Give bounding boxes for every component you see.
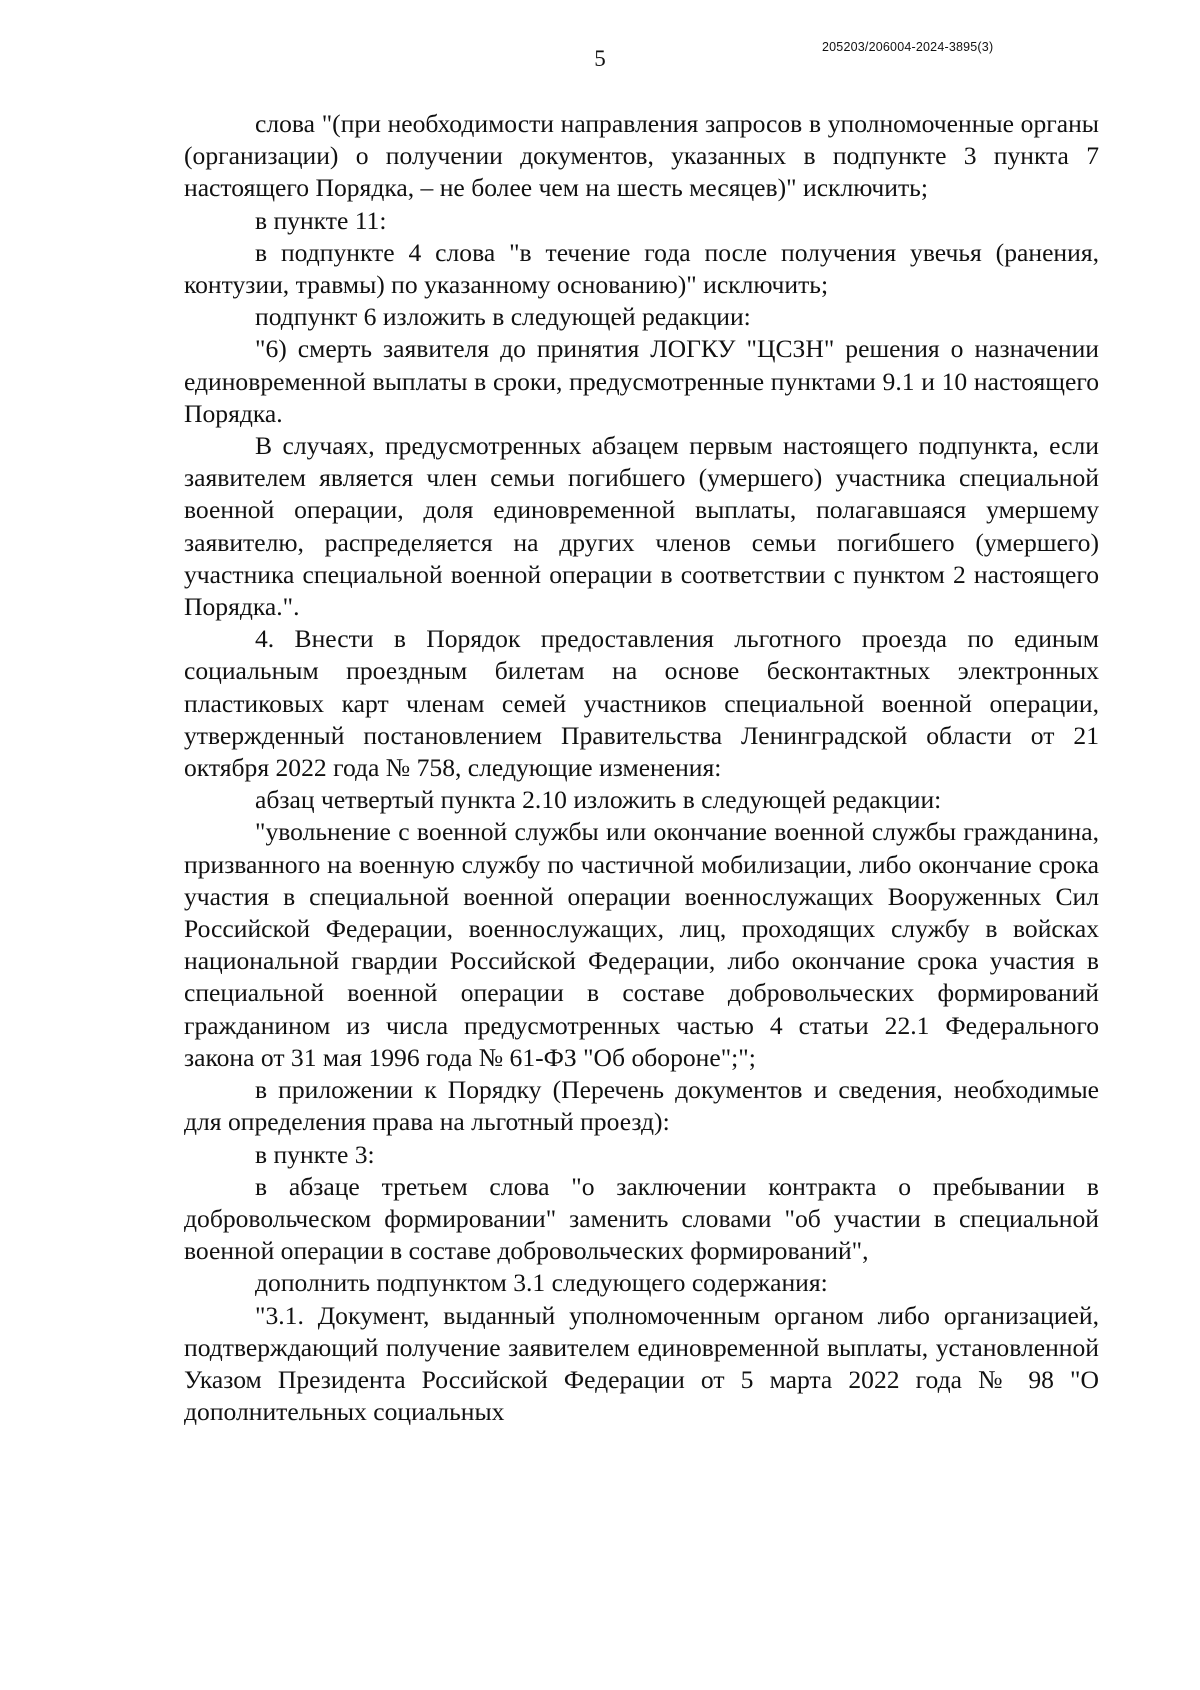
paragraph: дополнить подпунктом 3.1 следующего содержания: — [255, 1268, 828, 1298]
paragraph: слова "(при необходимости направления запросов в уполномоченные органы (организации) о получении документов, указанных в подпункте 3 пункта 7 настоящего Порядка, – не более чем на шесть месяцев)" исключить; — [184, 109, 1099, 203]
paragraph: "увольнение с военной службы или окончание военной службы гражданина, призванного на военную службу по частичной мобилизации, либо окончание срока участия в специальной военной операции военнослужащих Вооруженных Сил Российской Федерации, военнослужащих, лиц, проходящих службу в войсках национальной гвардии Российской Федерации, либо окончание срока участия в специальной военной операции в составе добровольческих формирований гражданином из числа предусмотренных частью 4 статьи 22.1 Федерального закона от 31 мая 1996 года № 61-ФЗ "Об обороне";"; — [184, 817, 1099, 1072]
paragraph: В случаях, предусмотренных абзацем первым настоящего подпункта, если заявителем является член семьи погибшего (умершего) участника специальной военной операции, доля единовременной выплаты, полагавшаяся умершему заявителю, распределяется на других членов семьи погибшего (умершего) участника специальной военной операции в соответствии с пунктом 2 настоящего Порядка.". — [184, 431, 1099, 622]
page-number: 5 — [594, 46, 606, 71]
document-number: 205203/206004-2024-3895(3) — [822, 40, 994, 54]
paragraph: в абзаце третьем слова "о заключении контракта о пребывании в добровольческом формировании" заменить словами "об участии в специальной военной операции в составе добровольческих формирований", — [184, 1171, 1099, 1266]
document-body — [184, 108, 1099, 1428]
paragraph: подпункт 6 изложить в следующей редакции: — [255, 302, 751, 332]
paragraph: 4. Внести в Порядок предоставления льготного проезда по единым социальным проездным билетам на основе бесконтактных электронных пластиковых карт членам семей участников специальной военной операции, утвержденный постановлением Правительства Ленинградской области от 21 октября 2022 года № 758, следующие изменения: — [184, 624, 1099, 783]
paragraph: "3.1. Документ, выданный уполномоченным органом либо организацией, подтверждающий получение заявителем единовременной выплаты, установленной Указом Президента Российской Федерации от 5 марта 2022 года № 98 "О дополнительных социальных — [184, 1300, 1099, 1427]
paragraph: "6) смерть заявителя до принятия ЛОГКУ "ЦСЗН" решения о назначении единовременной выплаты в сроки, предусмотренные пунктами 9.1 и 10 настоящего Порядка. — [184, 334, 1099, 428]
paragraph: в пункте 11: — [255, 205, 387, 235]
paragraph: в пункте 3: — [255, 1139, 375, 1169]
paragraph: в приложении к Порядку (Перечень документов и сведения, необходимые для определения права на льготный проезд): — [184, 1075, 1099, 1137]
paragraph: абзац четвертый пункта 2.10 изложить в следующей редакции: — [255, 785, 942, 815]
paragraph: в подпункте 4 слова "в течение года после получения увечья (ранения, контузии, травмы) по указанному основанию)" исключить; — [184, 237, 1099, 300]
